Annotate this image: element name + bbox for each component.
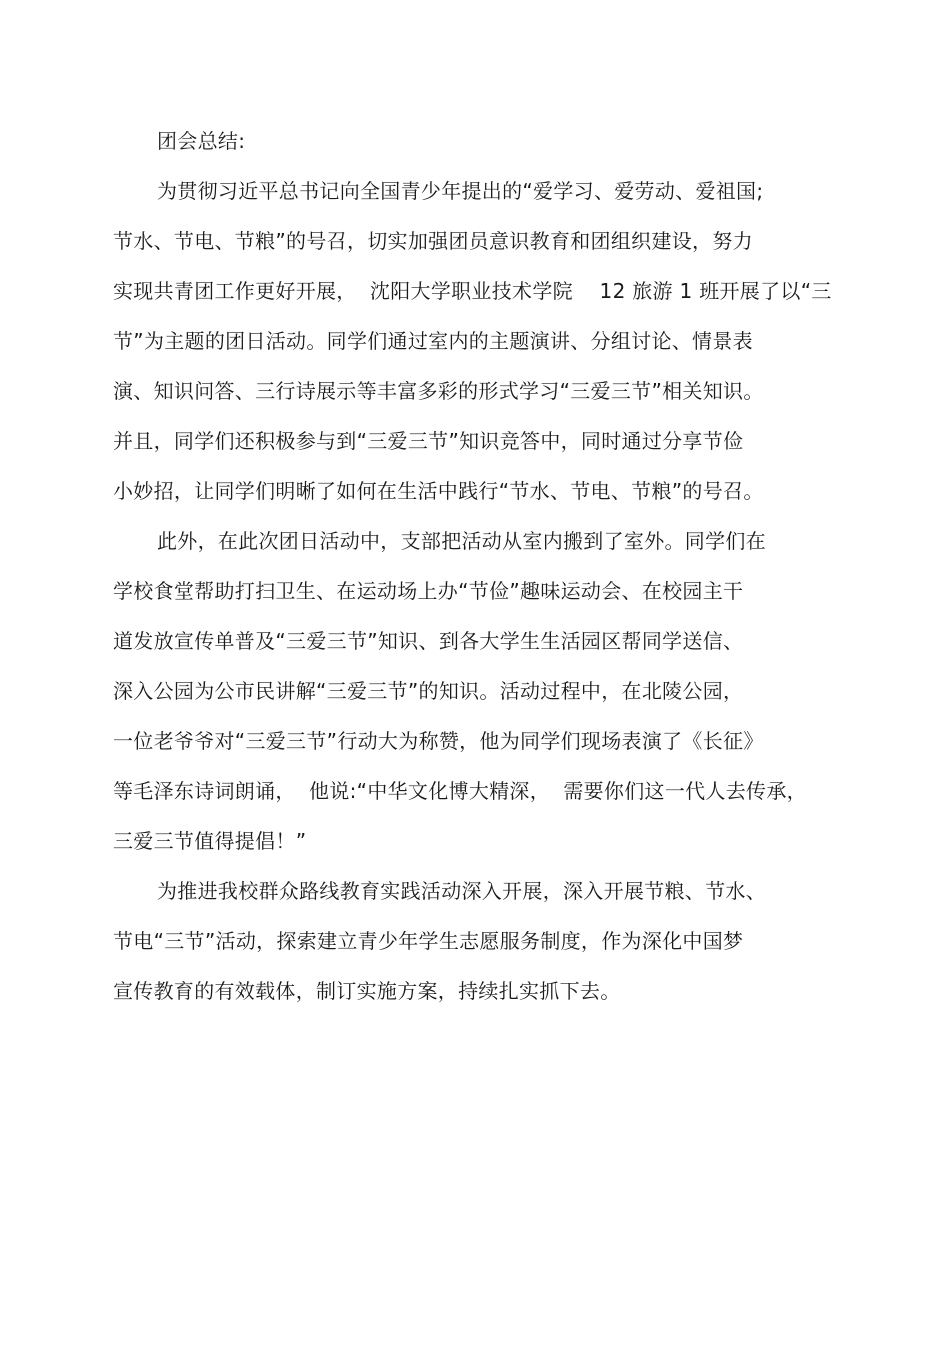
paragraph-1-line-4: 节”为主题的团日活动。同学们通过室内的主题演讲、分组讨论、情景表 xyxy=(113,329,753,353)
paragraph-2-line-7: 三爱三节值得提倡！” xyxy=(113,829,307,853)
paragraph-1-line-7: 小妙招，让同学们明晰了如何在生活中践行“节水、节电、节粮”的号召。 xyxy=(113,479,764,503)
paragraph-2-line-6: 等毛泽东诗词朗诵， 他说:“中华文化博大精深， 需要你们这一代人去传承， xyxy=(113,779,807,803)
paragraph-2-line-5: 一位老爷爷对“三爱三节”行动大为称赞，他为同学们现场表演了《长征》 xyxy=(113,729,764,753)
paragraph-1-line-3: 实现共青团工作更好开展， 沈阳大学职业技术学院 12 旅游 1 班开展了以“三 xyxy=(113,279,832,303)
paragraph-2-line-2: 学校食堂帮助打扫卫生、在运动场上办“节俭”趣味运动会、在校园主干 xyxy=(113,579,744,603)
paragraph-2-line-4: 深入公园为公市民讲解“三爱三节”的知识。活动过程中，在北陵公园， xyxy=(113,679,744,703)
paragraph-2-line-3: 道发放宣传单普及“三爱三节”知识、到各大学生生活园区帮同学送信、 xyxy=(113,629,744,653)
paragraph-1-line-6: 并且，同学们还积极参与到“三爱三节”知识竞答中，同时通过分享节俭 xyxy=(113,429,744,453)
document-heading: 团会总结: xyxy=(157,129,246,153)
paragraph-1-line-5: 演、知识问答、三行诗展示等丰富多彩的形式学习“三爱三节”相关知识。 xyxy=(113,379,764,403)
paragraph-1-line-1: 为贯彻习近平总书记向全国青少年提出的“爱学习、爱劳动、爱祖国; xyxy=(157,179,764,203)
paragraph-1-line-2: 节水、节电、节粮”的号召，切实加强团员意识教育和团组织建设，努力 xyxy=(113,229,753,253)
paragraph-3-line-3: 宣传教育的有效载体，制订实施方案，持续扎实抓下去。 xyxy=(113,979,621,1003)
paragraph-3-line-2: 节电“三节”活动，探索建立青少年学生志愿服务制度，作为深化中国梦 xyxy=(113,929,744,953)
paragraph-3-line-1: 为推进我校群众路线教育实践活动深入开展，深入开展节粮、节水、 xyxy=(157,879,766,903)
paragraph-2-line-1: 此外，在此次团日活动中，支部把活动从室内搬到了室外。同学们在 xyxy=(157,529,766,553)
